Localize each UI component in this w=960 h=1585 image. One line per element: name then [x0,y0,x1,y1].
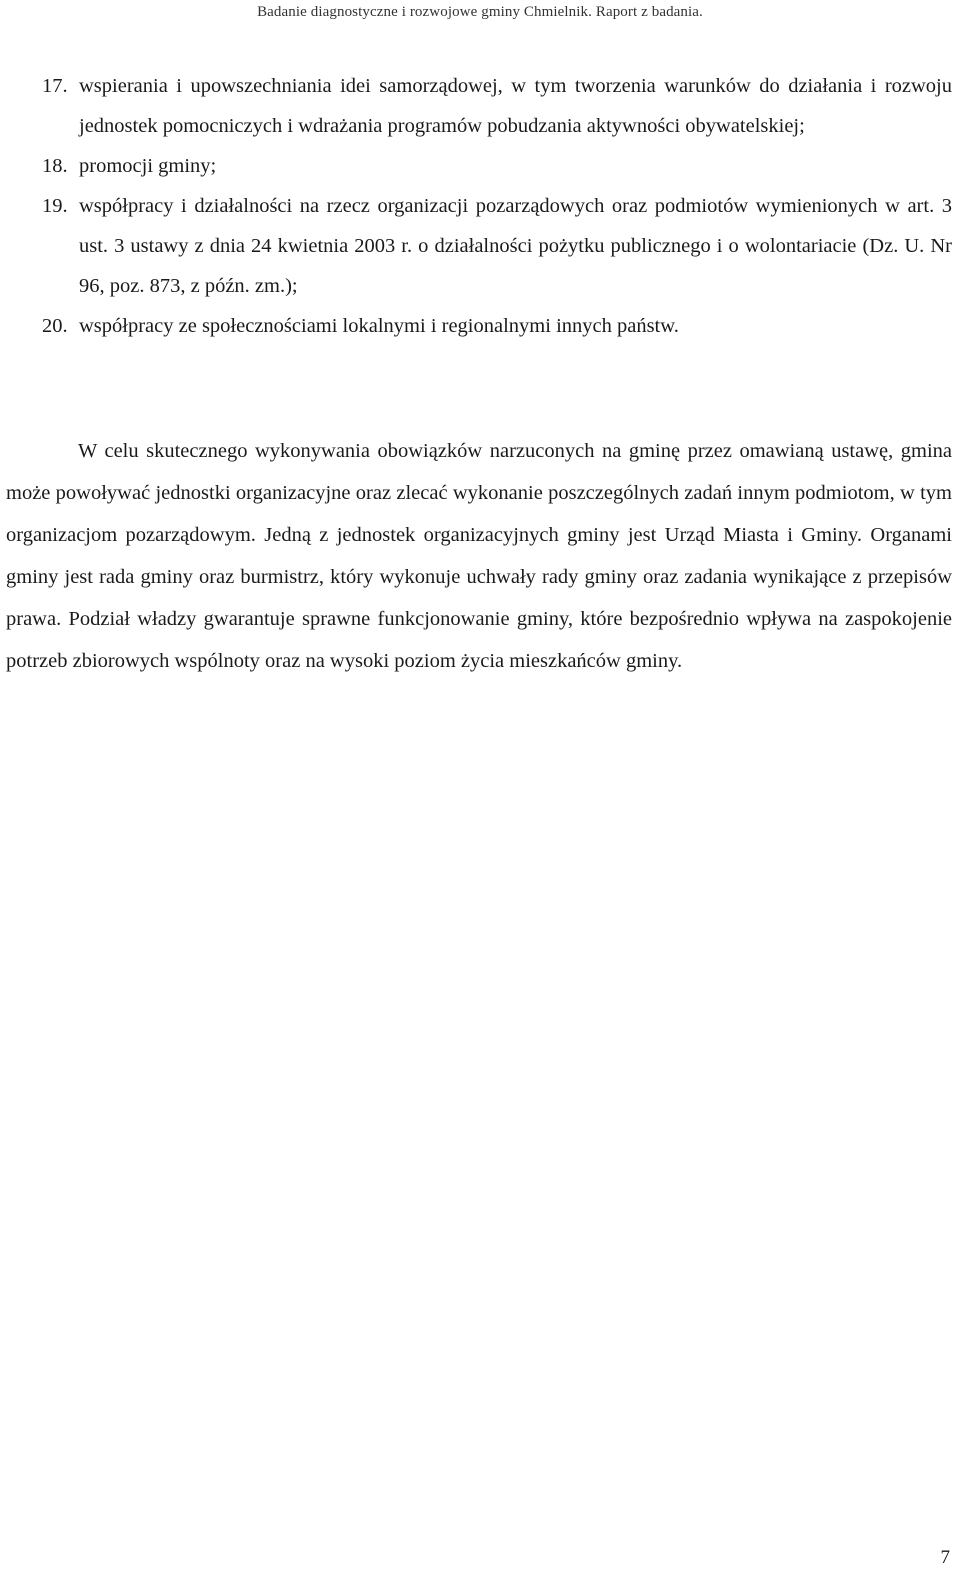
list-item-text: promocji gminy; [79,155,217,177]
body-paragraph: W celu skutecznego wykonywania obowiązków narzuconych na gminę przez omawianą ustawę, gmina może powoływać jednostki organizacyjne oraz zlecać wykonanie poszczególnych zadań innym podmiotom, w tym organizacjom pozarządowym. Jedną z jednostek organizacyjnych gminy jest Urząd Miasta i Gminy. Organami gminy jest rada gminy oraz burmistrz, który wykonuje uchwały rady gminy oraz zadania wynikające z przepisów prawa. Podział władzy gwarantuje sprawne funkcjonowanie gminy, które bezpośrednio wpływa na zaspokojenie potrzeb zbiorowych wspólnoty oraz na wysoki poziom życia mieszkańców gminy. [6,440,952,672]
list-item [0,66,960,146]
list-item-number: 18. [42,155,68,177]
list-item [0,186,960,306]
page-number: 7 [940,1547,950,1568]
list-item [0,146,960,186]
running-header: Badanie diagnostyczne i rozwojowe gminy Chmielnik. Raport z badania. [257,4,703,20]
list-item-text: współpracy i działalności na rzecz organizacji pozarządowych oraz podmiotów wymienionych w art. 3 ust. 3 ustawy z dnia 24 kwietnia 2003 r. o działalności pożytku publicznego i o wolontariacie (Dz. U. Nr 96, poz. 873, z późn. zm.); [79,195,952,297]
list-item [0,306,960,346]
list-item-text: współpracy ze społecznościami lokalnymi i regionalnymi innych państw. [79,315,679,337]
list-item-number: 19. [42,195,68,217]
list-item-text: wspierania i upowszechniania idei samorządowej, w tym tworzenia warunków do działania i rozwoju jednostek pomocniczych i wdrażania programów pobudzania aktywności obywatelskiej; [79,75,952,137]
list-item-number: 20. [42,315,68,337]
task-list [0,66,960,346]
list-item-number: 17. [42,75,68,97]
